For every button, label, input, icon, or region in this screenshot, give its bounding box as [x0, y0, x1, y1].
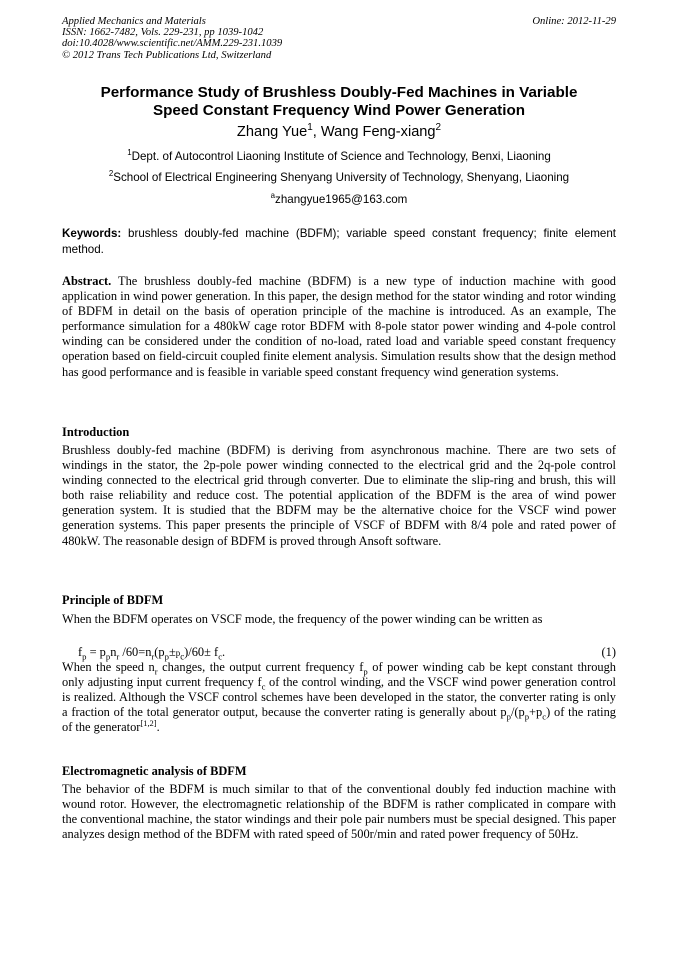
- title-line-2: Speed Constant Frequency Wind Power Generation: [152, 101, 525, 119]
- eq-symbol: f: [78, 645, 83, 659]
- citation-ref: [1,2]: [140, 718, 157, 729]
- copyright-line: © 2012 Trans Tech Publications Ltd, Switzerland: [62, 49, 272, 61]
- text-run: of the control winding, and the VSCF wind power generation control is realized. Although the VSCF control schemes have been developed in the stator, the converter rating is only a fraction of the total generator output, because the converter rating is generally about p: [62, 675, 616, 720]
- subscript: p: [506, 711, 511, 722]
- author-1: Zhang Yue: [236, 124, 308, 140]
- eq-plus-minus: ±: [168, 645, 176, 659]
- text-run: +p: [529, 705, 543, 720]
- eq-subscript: c: [218, 651, 223, 662]
- abstract-paragraph: [62, 274, 616, 380]
- em-analysis-paragraph: The behavior of the BDFM is much similar to that of the conventional doubly fed induction machine with wound rotor. However, the electromagnetic relationship of the BDFM is rather complicated in compare with the conventional machine, the stator windings and their pole pair numbers must be special designed. This paper analyzes design method of the BDFM with rated speed of 500r/min and rated power frequency of 50Hz.: [62, 782, 616, 842]
- text-run: of power winding cab be kept constant through only adjusting input current frequency f: [62, 660, 616, 690]
- equation-number: (1): [601, 645, 616, 659]
- author-2: Wang Feng-xiang: [320, 124, 436, 140]
- eq-subscript: p: [82, 651, 87, 662]
- text-run: /(p: [510, 705, 525, 720]
- eq-plus-minus: ±: [204, 645, 211, 659]
- eq-symbol: .: [222, 645, 226, 659]
- subscript: p: [363, 666, 368, 677]
- subscript: c: [261, 681, 266, 692]
- affiliation-1: [62, 150, 616, 164]
- eq-symbol: )/60: [184, 645, 205, 659]
- text-run: .: [156, 720, 160, 735]
- eq-symbol: /60=n: [119, 645, 152, 659]
- abstract-text: The brushless doubly-fed machine (BDFM) is a new type of induction machine with good application in wind power generation. In this paper, the design method for the stator winding and rotor winding of BDFM in detail on the basis of operation principle of the machine is introduced. As an example, The performance simulation for a 480kW cage rotor BDFM with 8-pole stator power winding and 4-pole control winding can be considered under the condition of no-load, rated load and variable speed constant frequency operation based on field-circuit coupled finite element analysis. Simulation results show that the design method has good performance and is feasible in variable speed constant frequency wind generation systems.: [62, 274, 616, 379]
- email-mark: a: [270, 191, 276, 201]
- author-2-affil-mark: 2: [435, 122, 442, 134]
- subscript: r: [154, 666, 158, 677]
- eq-symbol: = p: [86, 645, 106, 659]
- abstract-label: Abstract.: [62, 274, 112, 288]
- journal-header: [62, 16, 616, 61]
- author-email: [62, 193, 616, 207]
- author-separator: ,: [312, 124, 321, 140]
- eq-symbol: (p: [154, 645, 165, 659]
- issn-line: ISSN: 1662-7482, Vols. 229-231, pp 1039-1042: [62, 27, 264, 39]
- affiliation-1-mark: 1: [127, 148, 132, 158]
- keywords-paragraph: [62, 226, 616, 257]
- eq-subscript: c: [180, 651, 185, 662]
- eq-symbol: n: [110, 645, 117, 659]
- email-text: zhangyue1965@163.com: [275, 193, 408, 206]
- equation-1: [78, 645, 616, 661]
- text-run: ) of the rating of the generator: [62, 705, 616, 735]
- affiliation-2-text: School of Electrical Engineering Shenyang University of Technology, Shenyang, Liaoning: [113, 171, 570, 184]
- subscript: p: [524, 711, 530, 722]
- affiliation-2: [62, 171, 616, 185]
- em-analysis-heading: Electromagnetic analysis of BDFM: [62, 764, 247, 778]
- author-1-affil-mark: 1: [307, 122, 313, 134]
- principle-paragraph-2: [62, 660, 616, 735]
- introduction-heading: Introduction: [62, 425, 130, 439]
- text-run: changes, the output current frequency f: [157, 660, 364, 674]
- eq-subscript: r: [151, 651, 155, 662]
- journal-name: Applied Mechanics and Materials: [62, 16, 206, 27]
- introduction-paragraph: Brushless doubly-fed machine (BDFM) is deriving from asynchronous machine. There are two sets of windings in the stator, the 2p-pole power winding connected to the electrical grid and the 2q-pole control winding connected to the electrical grid through converter. Due to eliminate the slip-ring and brush, this will both raise reliability and reduce cost. The potential application of the BDFM is the area of wind power generation system. It is studied that the BDFM may be the alternative choice for the VSCF wind power generation systems. This paper presents the principle of VSCF of BDFM with 8/4 pole and rated power of 480kW. The reasonable design of BDFM is proved through Ansoft software.: [62, 443, 616, 548]
- title-line-1: Performance Study of Brushless Doubly-Fed Machines in Variable: [100, 84, 578, 101]
- author-list: [62, 124, 616, 141]
- principle-heading: Principle of BDFM: [62, 593, 164, 607]
- keywords-label: Keywords:: [62, 227, 122, 240]
- eq-symbol: f: [210, 645, 219, 659]
- affiliation-2-mark: 2: [108, 169, 114, 179]
- eq-symbol: p: [175, 648, 181, 658]
- eq-subscript: p: [105, 651, 111, 662]
- affiliation-1-text: Dept. of Autocontrol Liaoning Institute of Science and Technology, Benxi, Liaoning: [131, 150, 551, 163]
- text-run: When the speed n: [62, 660, 155, 674]
- eq-subscript: r: [116, 651, 120, 662]
- online-date: Online: 2012-11-29: [532, 16, 616, 27]
- keywords-text: brushless doubly-fed machine (BDFM); variable speed constant frequency; finite element method.: [62, 227, 616, 256]
- eq-subscript: p: [164, 651, 169, 662]
- paper-title: [62, 84, 616, 119]
- principle-intro-text: When the BDFM operates on VSCF mode, the frequency of the power winding can be written as: [62, 612, 543, 626]
- subscript: c: [542, 711, 547, 722]
- doi-line: doi:10.4028/www.scientific.net/AMM.229-231.1039: [62, 38, 283, 50]
